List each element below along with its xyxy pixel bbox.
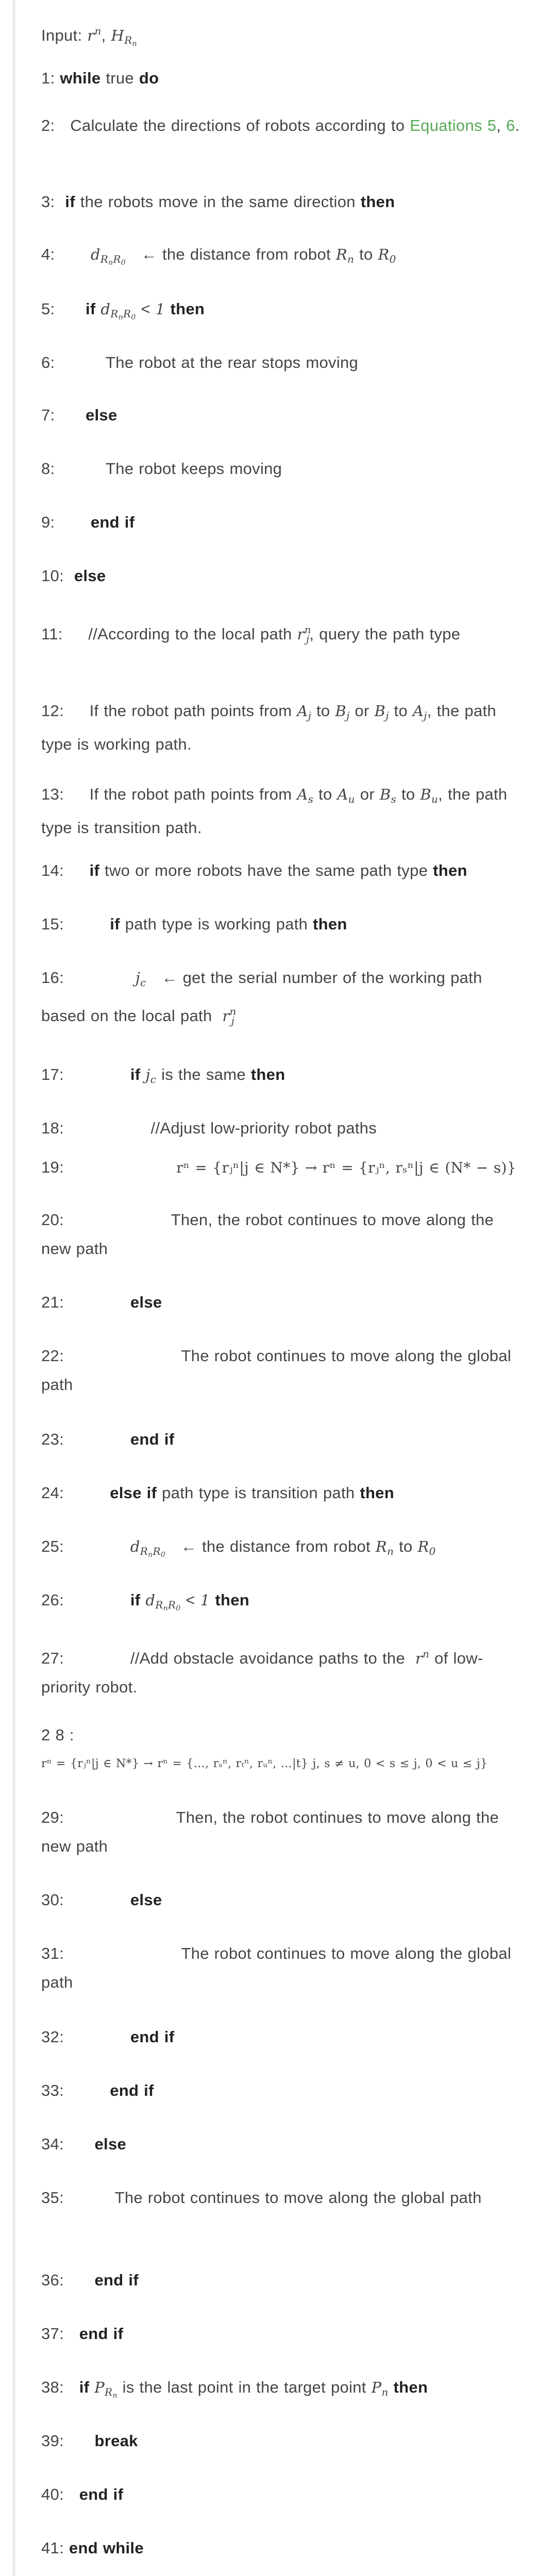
line-text: to	[311, 702, 335, 720]
line-35	[41, 2183, 526, 2212]
math-sub: R	[155, 1599, 163, 1611]
line-text: to	[394, 1537, 418, 1555]
line-text: is the last point in the target point	[117, 2378, 366, 2396]
line-text: the distance from robot	[157, 245, 336, 263]
line-3	[41, 188, 526, 216]
line-text: The robot continues to move along the global path	[41, 1944, 512, 1991]
math-sub: s	[391, 793, 397, 805]
keyword: end while	[69, 2539, 144, 2557]
line-number: 38:	[41, 2378, 64, 2396]
math-sub: R	[105, 2386, 113, 2398]
keyword: then	[360, 193, 395, 211]
line-number: 6:	[41, 353, 55, 371]
math-b: B	[379, 786, 391, 803]
path-update-formula: rⁿ = {rⱼⁿ|j ∈ N*} → rⁿ = {rⱼⁿ, rₛⁿ|j ∈ (N* − s)}	[176, 1159, 516, 1176]
math-a: A	[412, 702, 424, 720]
line-34	[41, 2130, 526, 2159]
math-r: r	[222, 1007, 230, 1025]
keyword: else	[130, 1891, 162, 1909]
keyword: end if	[94, 2271, 139, 2289]
line-text: //Adjust low-priority robot paths	[150, 1119, 377, 1137]
line-number: 19:	[41, 1158, 64, 1176]
line-25	[41, 1532, 526, 1569]
math-p: P	[94, 2379, 105, 2396]
line-text: The robot at the rear stops moving	[106, 353, 359, 371]
math-sub: R	[153, 1545, 161, 1557]
line-number: 10:	[41, 567, 64, 585]
math-sub: 0	[160, 1551, 166, 1559]
keyword: if	[79, 2378, 90, 2396]
math-r: R	[375, 1538, 387, 1555]
line-text: ,	[496, 116, 507, 134]
line-8	[41, 454, 526, 483]
keyword: if	[110, 915, 120, 933]
math-one: 1	[200, 1591, 210, 1609]
math-one: 1	[155, 300, 165, 318]
keyword: else	[85, 406, 117, 424]
input-h-subsub: n	[132, 40, 137, 48]
line-text: If the robot path points from	[89, 702, 292, 720]
line-33	[41, 2076, 526, 2105]
line-text: The robot continues to move along the global path	[114, 2189, 482, 2207]
keyword: end if	[110, 2081, 154, 2099]
keyword: then	[313, 915, 347, 933]
keyword: break	[94, 2432, 138, 2450]
line-20	[41, 1206, 526, 1263]
keyword: end if	[79, 2485, 124, 2503]
keyword: then	[388, 2378, 428, 2396]
keyword: while	[60, 69, 101, 87]
math-r: r	[415, 1650, 423, 1667]
line-number: 37:	[41, 2325, 64, 2343]
arrow-icon: ←	[141, 245, 158, 263]
line-number: 4:	[41, 245, 55, 263]
line-text: path type is working path	[120, 915, 313, 933]
line-number: 17:	[41, 1065, 64, 1083]
line-12	[41, 697, 526, 759]
input-h-sub: R	[124, 34, 132, 46]
math-sub: n	[118, 313, 123, 321]
keyword: else	[74, 567, 106, 585]
input-label: Input:	[41, 26, 82, 44]
equation-link-5[interactable]: Equations 5	[410, 116, 497, 134]
keyword: end if	[90, 513, 135, 531]
line-text: of low-priority robot.	[41, 1649, 483, 1696]
keyword: else if	[110, 1484, 157, 1502]
math-r: R	[378, 246, 390, 263]
input-line	[41, 16, 526, 58]
math-sub: j	[385, 709, 389, 722]
line-number: 40:	[41, 2485, 64, 2503]
keyword: if	[65, 193, 75, 211]
math-j: j	[135, 969, 141, 987]
line-number: 14:	[41, 861, 64, 879]
keyword: else	[130, 1293, 162, 1311]
line-number: 13:	[41, 785, 64, 803]
keyword: else	[94, 2135, 127, 2153]
math-d: d	[100, 300, 111, 318]
line-32	[41, 2023, 526, 2052]
line-text: to	[313, 785, 338, 803]
math-sub: n	[347, 253, 355, 265]
obstacle-path-formula: rⁿ = {rⱼⁿ|j ∈ N*} → rⁿ = {…, rₛⁿ, rₜⁿ, rᵤⁿ, …|t} j, s ≠ u, 0 < s ≤ j, 0 < u ≤ j}	[41, 1757, 488, 1770]
math-sub: R	[167, 1599, 176, 1611]
math-sub: j	[346, 709, 350, 722]
line-15	[41, 910, 526, 939]
line-number: 21:	[41, 1293, 64, 1311]
math-sub: R	[100, 253, 109, 265]
math-sub: R	[113, 253, 121, 265]
line-11	[41, 615, 526, 653]
line-14	[41, 856, 526, 885]
math-p: P	[371, 2379, 382, 2396]
line-38	[41, 2373, 526, 2410]
line-29	[41, 1803, 526, 1861]
math-sup: n	[423, 1648, 430, 1660]
line-text: or	[355, 785, 380, 803]
line-text: <	[180, 1591, 200, 1609]
line-1	[41, 64, 526, 93]
line-number: 2 8 :	[41, 1726, 74, 1744]
math-sub: u	[348, 793, 355, 805]
line-number: 18:	[41, 1119, 64, 1137]
math-sub: n	[112, 2392, 117, 2400]
line-number: 23:	[41, 1430, 64, 1448]
line-text: two or more robots have the same path type	[99, 861, 433, 879]
line-text: //According to the local path	[88, 625, 292, 643]
keyword: then	[433, 861, 467, 879]
line-16	[41, 963, 526, 1035]
line-text: Calculate the directions of robots according to	[70, 116, 405, 134]
math-d: d	[145, 1591, 156, 1609]
math-sub: n	[387, 1545, 394, 1557]
math-b: B	[335, 702, 346, 720]
line-text: If the robot path points from	[89, 785, 292, 803]
line-37	[41, 2319, 526, 2348]
math-sub: 0	[176, 1604, 181, 1613]
line-7	[41, 401, 526, 430]
line-text: , query the path type	[309, 625, 461, 643]
math-b: B	[420, 786, 431, 803]
input-r-sup: n	[94, 25, 102, 37]
math-sub: c	[150, 1073, 157, 1086]
line-text: path type is transition path	[157, 1484, 360, 1502]
keyword: do	[139, 69, 159, 87]
line-10	[41, 562, 526, 590]
math-r: R	[417, 1538, 429, 1555]
line-41	[41, 2534, 526, 2563]
line-text: get the serial number of the working path based on the local path	[41, 969, 482, 1025]
line-number: 36:	[41, 2271, 64, 2289]
line-text: or	[349, 702, 375, 720]
line-number: 9:	[41, 513, 55, 531]
math-sup: n	[229, 1005, 237, 1018]
line-number: 33:	[41, 2081, 64, 2099]
line-22	[41, 1342, 526, 1399]
line-text: The robot keeps moving	[106, 460, 282, 478]
math-sub: s	[308, 793, 314, 805]
line-9	[41, 508, 526, 537]
math-sub: 0	[131, 313, 136, 321]
keyword: end if	[130, 1430, 175, 1448]
line-40	[41, 2480, 526, 2509]
math-r: r	[297, 625, 305, 643]
left-border-rail	[12, 0, 15, 2576]
line-18	[41, 1114, 526, 1143]
math-r: R	[335, 246, 347, 263]
line-number: 5:	[41, 300, 55, 318]
line-number: 32:	[41, 2028, 64, 2046]
input-sep: ,	[101, 26, 106, 44]
math-sub: j	[306, 633, 310, 645]
line-number: 29:	[41, 1808, 64, 1826]
line-28	[41, 1721, 526, 1778]
keyword: then	[250, 1065, 285, 1083]
line-number: 8:	[41, 460, 55, 478]
line-number: 20:	[41, 1211, 64, 1229]
line-number: 22:	[41, 1347, 64, 1365]
line-36	[41, 2266, 526, 2295]
line-number: 26:	[41, 1591, 64, 1609]
line-5	[41, 295, 526, 332]
line-39	[41, 2427, 526, 2455]
math-sup: n	[304, 623, 311, 636]
line-number: 3:	[41, 193, 55, 211]
keyword: then	[165, 300, 205, 318]
line-24	[41, 1479, 526, 1507]
line-4	[41, 240, 526, 277]
math-sub: R	[123, 308, 131, 320]
line-17	[41, 1060, 526, 1094]
math-a: A	[297, 702, 308, 720]
line-30	[41, 1886, 526, 1914]
line-text: the distance from robot	[197, 1537, 376, 1555]
keyword: if	[130, 1591, 141, 1609]
line-text: The robot continues to move along the global path	[41, 1347, 512, 1394]
math-sub: j	[308, 709, 312, 722]
math-sub: R	[110, 308, 119, 320]
line-number: 15:	[41, 915, 64, 933]
math-sub: j	[424, 709, 427, 722]
line-text: to	[396, 785, 421, 803]
math-d: d	[90, 246, 100, 263]
math-sub: n	[163, 1604, 168, 1613]
math-b: B	[374, 702, 386, 720]
keyword: then	[360, 1484, 394, 1502]
line-number: 7:	[41, 406, 55, 424]
math-sub: 0	[429, 1545, 436, 1557]
line-number: 39:	[41, 2432, 64, 2450]
line-19	[41, 1153, 526, 1182]
keyword: if	[89, 861, 100, 879]
line-number: 12:	[41, 702, 64, 720]
line-13	[41, 780, 526, 842]
line-21	[41, 1288, 526, 1317]
line-text: true	[100, 69, 139, 87]
line-2	[41, 111, 526, 140]
line-text: , the path type is transition path.	[41, 785, 508, 837]
line-number: 1:	[41, 69, 55, 87]
line-6	[41, 348, 526, 377]
math-j: j	[145, 1066, 150, 1083]
math-sub: u	[431, 793, 439, 805]
math-sub: j	[231, 1014, 235, 1027]
math-sub: R	[140, 1545, 148, 1557]
line-number: 24:	[41, 1484, 64, 1502]
math-sub: 0	[121, 259, 126, 267]
line-text: is the same	[156, 1065, 251, 1083]
line-text: , the path type is working path.	[41, 702, 496, 753]
keyword: end if	[79, 2325, 124, 2343]
line-number: 25:	[41, 1537, 64, 1555]
keyword: if	[130, 1065, 141, 1083]
input-h: H	[111, 27, 125, 44]
line-text: to	[354, 245, 378, 263]
line-number: 35:	[41, 2189, 64, 2207]
line-number: 34:	[41, 2135, 64, 2153]
arrow-icon: ←	[161, 969, 178, 987]
line-text: to	[389, 702, 413, 720]
line-text: <	[136, 300, 156, 318]
line-number: 2:	[41, 116, 55, 134]
input-r: r	[87, 27, 95, 44]
line-number: 27:	[41, 1649, 64, 1667]
math-sub: c	[140, 976, 146, 989]
line-number: 11:	[41, 625, 63, 643]
line-number: 30:	[41, 1891, 64, 1909]
math-a: A	[337, 786, 348, 803]
line-23	[41, 1425, 526, 1454]
keyword: if	[85, 300, 96, 318]
line-number: 31:	[41, 1944, 64, 1962]
line-text: Then, the robot continues to move along the new path	[41, 1808, 499, 1855]
line-text: Then, the robot continues to move along the new path	[41, 1211, 494, 1258]
line-number: 16:	[41, 969, 64, 987]
math-sub: n	[381, 2386, 389, 2398]
equation-link-6[interactable]: 6	[506, 116, 515, 134]
keyword: end if	[130, 2028, 175, 2046]
keyword: then	[210, 1591, 250, 1609]
math-sub: n	[148, 1551, 153, 1559]
line-31	[41, 1939, 526, 1997]
line-number: 41:	[41, 2539, 64, 2557]
math-sub: n	[108, 259, 113, 267]
line-text: .	[515, 116, 520, 134]
arrow-icon: ←	[180, 1537, 197, 1555]
line-text: //Add obstacle avoidance paths to the	[130, 1649, 405, 1667]
math-d: d	[130, 1538, 140, 1555]
math-sub: 0	[389, 253, 396, 265]
line-26	[41, 1586, 526, 1623]
line-27	[41, 1639, 526, 1702]
line-text: the robots move in the same direction	[75, 193, 361, 211]
math-a: A	[297, 786, 308, 803]
